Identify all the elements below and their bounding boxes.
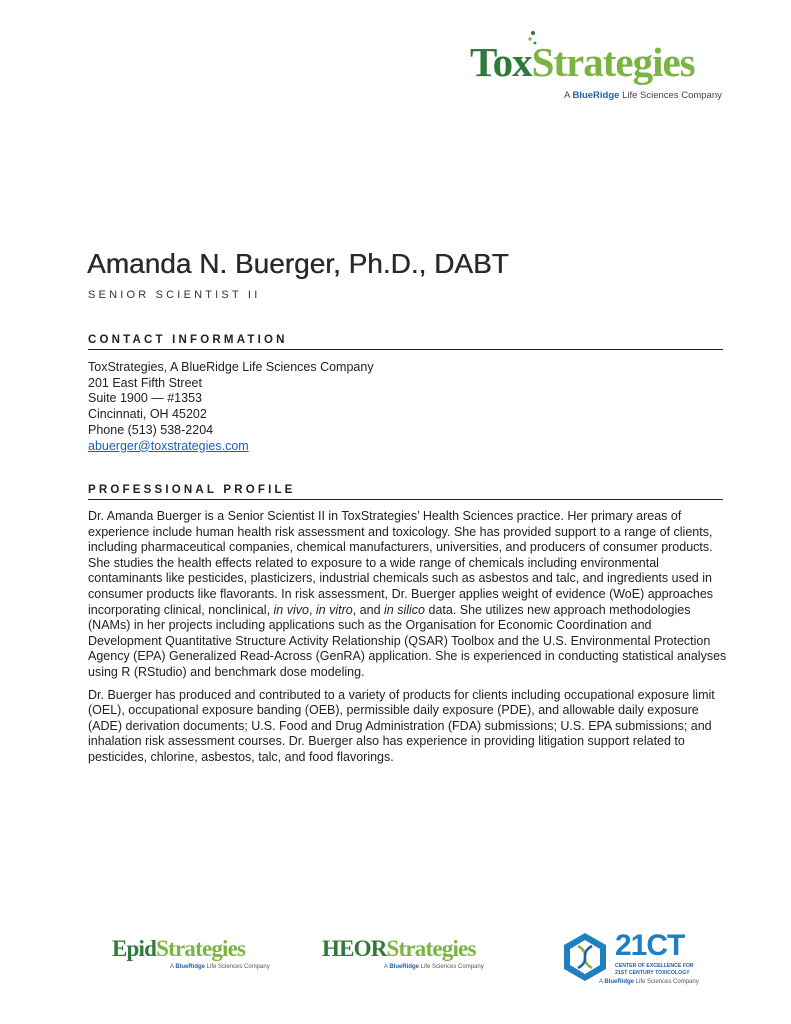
heor-tagline — [384, 964, 484, 970]
epid-word-1: Epid — [112, 936, 157, 961]
epid-tagline-brand: BlueRidge — [175, 964, 206, 970]
contact-block — [88, 360, 374, 454]
profile-p1-invitro: in vitro — [315, 602, 353, 617]
21ct-tagline — [599, 979, 699, 985]
profile-p1-sep2: , and — [352, 602, 385, 617]
profile-body — [88, 509, 728, 773]
epid-word-2: Strategies — [156, 936, 246, 961]
person-title: SENIOR SCIENTIST II — [88, 289, 261, 301]
email-link[interactable]: abuerger@toxstrategies.com — [88, 438, 249, 453]
profile-p1-text-a: Dr. Amanda Buerger is a Senior Scientist II in ToxStrategies’ Health Sciences practice. Her primary areas of experience include human health risk assessment and toxicology. She has provided support to a range of clients, including pharmaceutical companies, chemical manufacturers, universities, and producers of consumer products. She studies the health effects related to exposure to a wide range of chemicals including environmental contaminants like pesticides, plasticizers, industrial chemicals such as asbestos and talc, and ingredients used in consumer products like flavorants. In risk assessment, Dr. Buerger applies weight of evidence (WoE) approaches incorporating clinical, nonclinical, — [88, 509, 714, 617]
heor-tagline-brand: BlueRidge — [389, 964, 420, 970]
logo-wordmark — [470, 38, 695, 86]
logo-word-tox: Tox — [470, 39, 532, 85]
logo-tagline-prefix: A — [564, 90, 573, 101]
hexagon-dna-icon — [563, 932, 607, 982]
profile-heading: PROFESSIONAL PROFILE — [88, 484, 723, 500]
contact-line-suite: Suite 1900 — #1353 — [88, 391, 202, 406]
heorstrategies-logo — [322, 934, 482, 976]
profile-paragraph-1 — [88, 509, 728, 681]
profile-p1-text-b: data. She utilizes new approach methodologies (NAMs) in her projects including applications such as the Organisation for Economic Coordination and Development Quantitative Structure Activity Relationship (QSAR) Toolbox and the U.S. Environmental Protection Agency (EPA) Generalized Read-Across (GenRA) application. She is experienced in conducting statistical analyses using R (RStudio) and benchmark dose modeling. — [88, 602, 727, 679]
contact-line-phone: Phone (513) 538-2204 — [88, 422, 214, 437]
profile-p1-sep1: , — [308, 602, 316, 617]
heor-word-1: HEOR — [322, 936, 387, 961]
contact-line-company: ToxStrategies, A BlueRidge Life Sciences Company — [88, 360, 374, 374]
heor-tagline-prefix: A — [384, 964, 390, 970]
epidstrategies-logo — [112, 934, 270, 976]
21ct-tagline-brand: BlueRidge — [604, 979, 635, 985]
person-name: Amanda N. Buerger, Ph.D., DABT — [87, 248, 509, 279]
epid-tagline — [170, 964, 270, 970]
profile-p1-invivo: in vivo — [273, 602, 309, 617]
logo-tagline-suffix: Life Sciences Company — [619, 90, 722, 101]
logo-tagline-brand: BlueRidge — [572, 90, 620, 101]
profile-p1-insilico: in silico — [384, 602, 426, 617]
epid-wordmark — [112, 934, 245, 964]
epid-tagline-prefix: A — [170, 964, 176, 970]
logo-word-strategies: Strategies — [531, 39, 695, 85]
21ct-logo — [563, 930, 703, 990]
21ct-line-2: 21ST CENTURY TOXICOLOGY — [615, 970, 690, 976]
21ct-tagline-prefix: A — [599, 979, 605, 985]
logo-tagline — [564, 90, 722, 101]
contact-line-street: 201 East Fifth Street — [88, 375, 202, 390]
heor-tagline-suffix: Life Sciences Company — [419, 964, 484, 970]
contact-heading: CONTACT INFORMATION — [88, 334, 723, 350]
21ct-number: 21CT — [615, 929, 685, 962]
toxstrategies-logo — [470, 30, 730, 102]
profile-paragraph-2: Dr. Buerger has produced and contributed to a variety of products for clients including occupational exposure limit (OEL), occupational exposure banding (OEB), permissible daily exposure (PDE), and allowable daily exposure (ADE) derivation documents; U.S. Food and Drug Administration (FDA) submissions; U.S. EPA submissions; and inhalation risk assessment courses. Dr. Buerger also has experience in providing litigation support related to pesticides, chlorine, asbestos, talc, and food flavorings. — [88, 687, 715, 764]
contact-line-city: Cincinnati, OH 45202 — [88, 407, 207, 422]
epid-tagline-suffix: Life Sciences Company — [205, 964, 270, 970]
21ct-tagline-suffix: Life Sciences Company — [634, 979, 699, 985]
heor-word-2: Strategies — [386, 936, 476, 961]
heor-wordmark — [322, 934, 476, 964]
21ct-line-1: CENTER OF EXCELLENCE FOR — [615, 963, 694, 969]
